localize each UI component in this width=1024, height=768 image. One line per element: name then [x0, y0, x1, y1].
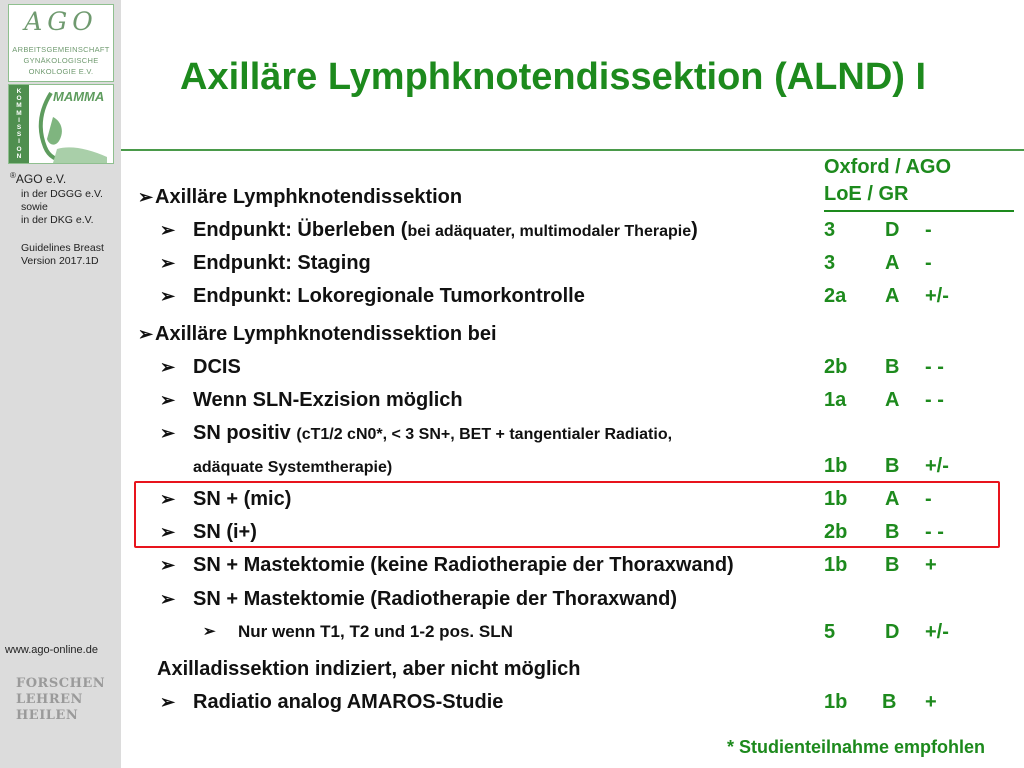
loe-value: 3 [824, 219, 836, 241]
highlight-box [134, 481, 1000, 548]
row-text: Wenn SLN-Exzision möglich [193, 389, 463, 411]
row-note: (cT1/2 cN0*, < 3 SN+, BET + tangentialer Radiatio, [296, 426, 673, 443]
row-note: adäquate Systemtherapie) [193, 459, 393, 476]
recommendation-value: - - [925, 389, 944, 411]
org-name-text: AGO e.V. [15, 172, 67, 186]
guideline-line: Version 2017.1D [21, 255, 99, 267]
recommendation-value: +/- [925, 621, 949, 643]
row-text: Radiatio analog AMAROS-Studie [193, 691, 504, 713]
gr-value: B [885, 455, 900, 477]
gr-value: D [885, 621, 900, 643]
bullet-arrow-icon: ➢ [138, 324, 154, 344]
ago-logo [8, 4, 114, 82]
website-link[interactable]: www.ago-online.de [5, 644, 98, 656]
ago-logo-line: ARBEITSGEMEINSCHAFT [12, 45, 110, 54]
row-text: Axilladissektion indiziert, aber nicht möglich [157, 658, 581, 680]
recommendation-value: +/- [925, 285, 949, 307]
bullet-arrow-icon: ➢ [160, 522, 176, 542]
loe-value: 2b [824, 356, 848, 378]
bullet-arrow-icon: ➢ [160, 220, 176, 240]
org-name [10, 171, 66, 186]
bullet-arrow-icon: ➢ [160, 253, 176, 273]
bullet-arrow-icon: ➢ [160, 589, 176, 609]
motto-line: FORSCHEN [16, 676, 106, 691]
bullet-arrow-icon: ➢ [160, 555, 176, 575]
gr-value: B [885, 356, 900, 378]
recommendation-value: - [925, 488, 932, 510]
kommission-label: K O M M I S S I O N [16, 88, 22, 160]
recommendation-value: - [925, 219, 932, 241]
motto-line: LEHREN [16, 692, 83, 707]
row-text: SN positiv [193, 422, 297, 444]
row-text: Endpunkt: Lokoregionale Tumorkontrolle [193, 285, 585, 307]
loe-header-line: LoE / GR [824, 183, 909, 205]
recommendation-value: - [925, 252, 932, 274]
org-line: sowie [21, 201, 48, 213]
mamma-label: MAMMA [53, 89, 105, 104]
bullet-arrow-icon: ➢ [160, 390, 176, 410]
row-text: Axilläre Lymphknotendissektion bei [155, 323, 497, 345]
loe-value: 2b [824, 521, 848, 543]
row-text: SN + Mastektomie (keine Radiotherapie der Thoraxwand) [193, 554, 734, 576]
recommendation-value: + [925, 691, 937, 713]
recommendation-value: + [925, 554, 937, 576]
row-text: SN + Mastektomie (Radiotherapie der Thoraxwand) [193, 588, 677, 610]
gr-value: A [885, 285, 900, 307]
loe-header-line: Oxford / AGO [824, 156, 952, 178]
registered-mark: ® [10, 171, 16, 180]
row-text: SN + (mic) [193, 488, 292, 510]
sidebar [0, 0, 121, 768]
org-line: in der DKG e.V. [21, 214, 94, 226]
loe-value: 3 [824, 252, 836, 274]
loe-header-underline [824, 210, 1014, 212]
title-divider [121, 149, 1024, 151]
row-text: SN (i+) [193, 521, 257, 543]
ago-logo-line: ONKOLOGIE E.V. [28, 67, 94, 76]
loe-value: 1b [824, 554, 848, 576]
ago-logo-line: GYNÄKOLOGISCHE [23, 56, 99, 65]
row-text: Endpunkt: Überleben ( [193, 219, 408, 241]
guideline-line: Guidelines Breast [21, 242, 104, 254]
recommendation-value: - - [925, 356, 944, 378]
loe-header [824, 154, 951, 208]
loe-value: 1a [824, 389, 847, 411]
gr-value: A [885, 252, 900, 274]
loe-value: 1b [824, 455, 848, 477]
gr-value: A [885, 488, 900, 510]
bullet-arrow-icon: ➢ [138, 187, 154, 207]
gr-value: B [885, 554, 900, 576]
row-text-suffix: ) [691, 219, 698, 241]
kommission-strip [9, 85, 29, 163]
recommendation-value: +/- [925, 455, 949, 477]
motto-line: HEILEN [16, 708, 79, 723]
bullet-arrow-icon: ➢ [160, 692, 176, 712]
row-text: DCIS [193, 356, 241, 378]
row-text: Endpunkt: Staging [193, 252, 371, 274]
ago-logo-mark: AGO [24, 7, 98, 36]
gr-value: B [885, 521, 900, 543]
loe-value: 1b [824, 691, 848, 713]
bullet-arrow-icon: ➢ [160, 286, 176, 306]
row-note: bei adäquater, multimodaler Therapie [407, 223, 692, 240]
loe-value: 5 [824, 621, 836, 643]
gr-value: D [885, 219, 900, 241]
bullet-arrow-icon: ➢ [160, 423, 176, 443]
gr-value: B [882, 691, 897, 713]
slide-title: Axilläre Lymphknotendissektion (ALND) I [180, 56, 927, 98]
row-text: Axilläre Lymphknotendissektion [155, 186, 463, 208]
motto [16, 676, 105, 724]
kommission-mamma-logo [8, 84, 114, 164]
footnote: * Studienteilnahme empfohlen [727, 737, 986, 757]
bullet-arrow-icon: ➢ [160, 489, 176, 509]
gr-value: A [885, 389, 900, 411]
row-text: Nur wenn T1, T2 und 1-2 pos. SLN [238, 622, 513, 641]
loe-value: 2a [824, 285, 847, 307]
loe-value: 1b [824, 488, 848, 510]
org-line: in der DGGG e.V. [21, 188, 103, 200]
bullet-arrow-icon: ➢ [160, 357, 176, 377]
recommendation-value: - - [925, 521, 944, 543]
bullet-arrow-icon: ➢ [203, 623, 216, 640]
